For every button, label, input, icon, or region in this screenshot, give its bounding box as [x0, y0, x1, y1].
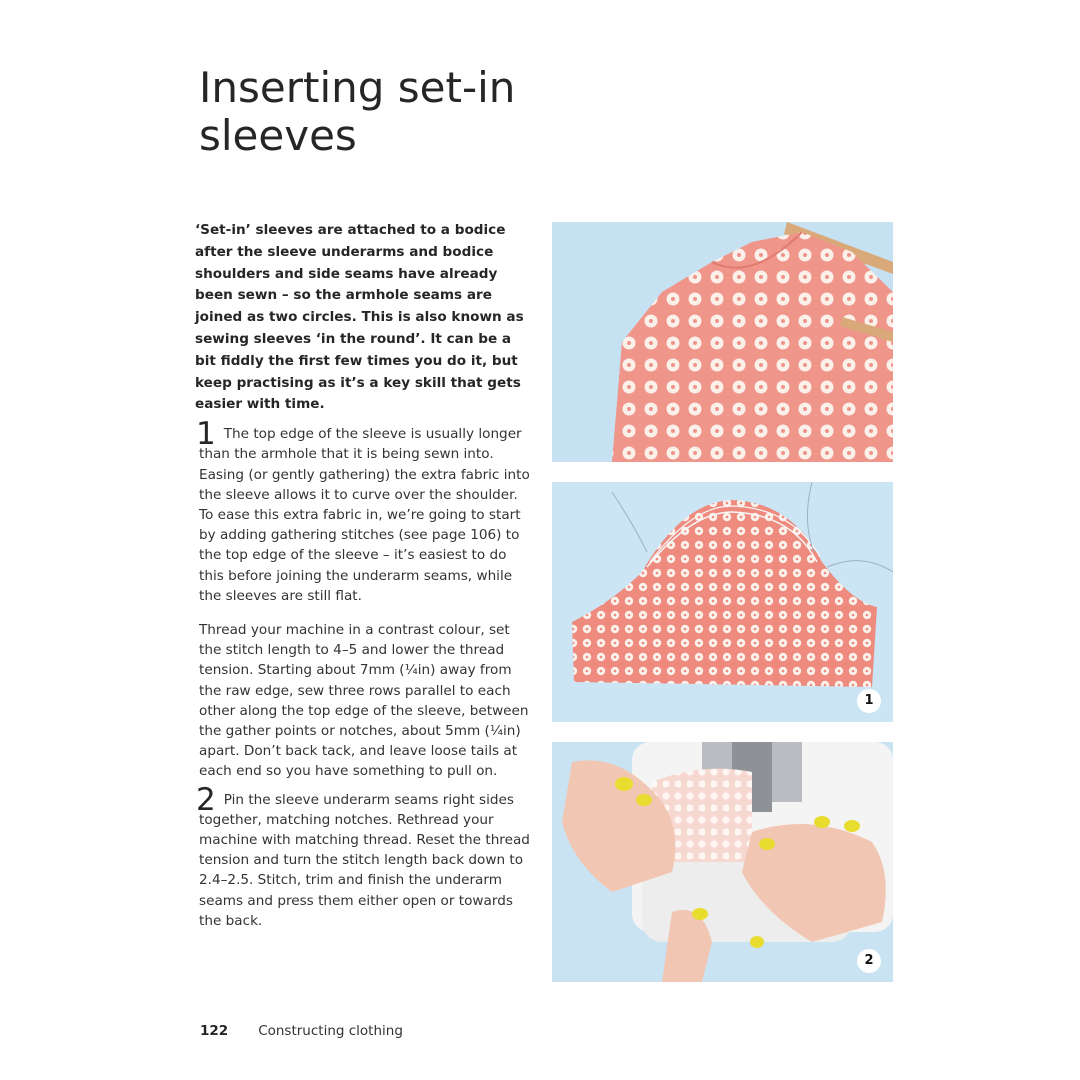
photo-label-badge: 2: [857, 949, 881, 973]
bodice-illustration: [552, 222, 893, 462]
step-number: 2: [196, 781, 216, 818]
step-text: The top edge of the sleeve is usually longer than the armhole that it is being sewn into. Easing (or gently gathering) the extra fabric into the sleeve allows it to curve over the shoulder. To ease this extra fabric in, we’re going to start by adding gathering stitches (see page 106) to the top edge of the sleeve – it’s easiest to do this before joining the underarm seams, while the sleeves are still flat.: [199, 426, 530, 604]
sleeve-illustration: [552, 482, 893, 722]
photo-sewing-machine: [552, 742, 893, 982]
photo-bodice-on-hanger: [552, 222, 893, 462]
photo-label-badge: 1: [857, 689, 881, 713]
body-paragraph: Thread your machine in a contrast colour, set the stitch length to 4–5 and lower the thread tension. Starting about 7mm (¼in) away from the raw edge, sew three rows parallel to each other along the top edge of the sleeve, between the gather points or notches, about 5mm (¼in) apart. Don’t back tack, and leave loose tails at each end so you have something to pull on.: [199, 622, 529, 780]
intro-paragraph: ‘Set-in’ sleeves are attached to a bodice after the sleeve underarms and bodice shoulders and side seams have already been sewn – so the armhole seams are joined as two circles. This is also known as sewing sleeves ‘in the round’. It can be a bit fiddly the first few times you do it, but keep practising as it’s a key skill that gets easier with time.: [195, 222, 524, 413]
page-title: Inserting set-in sleeves: [199, 63, 516, 160]
step-2: [196, 781, 531, 931]
step-number: 1: [196, 416, 216, 453]
sewing-illustration: [552, 742, 893, 982]
step-text: Pin the sleeve underarm seams right sides together, matching notches. Rethread your machine with matching thread. Reset the thread tension and turn the stitch length back down to 2.4–2.5. Stitch, trim and finish the underarm seams and press them either open or towards the back.: [199, 791, 530, 929]
text-column: [195, 220, 531, 945]
section-name: Constructing clothing: [258, 1023, 403, 1039]
page-number: 122: [200, 1023, 229, 1039]
page-footer: [200, 1023, 403, 1039]
step-1: [196, 416, 531, 606]
photo-flat-sleeve: [552, 482, 893, 722]
